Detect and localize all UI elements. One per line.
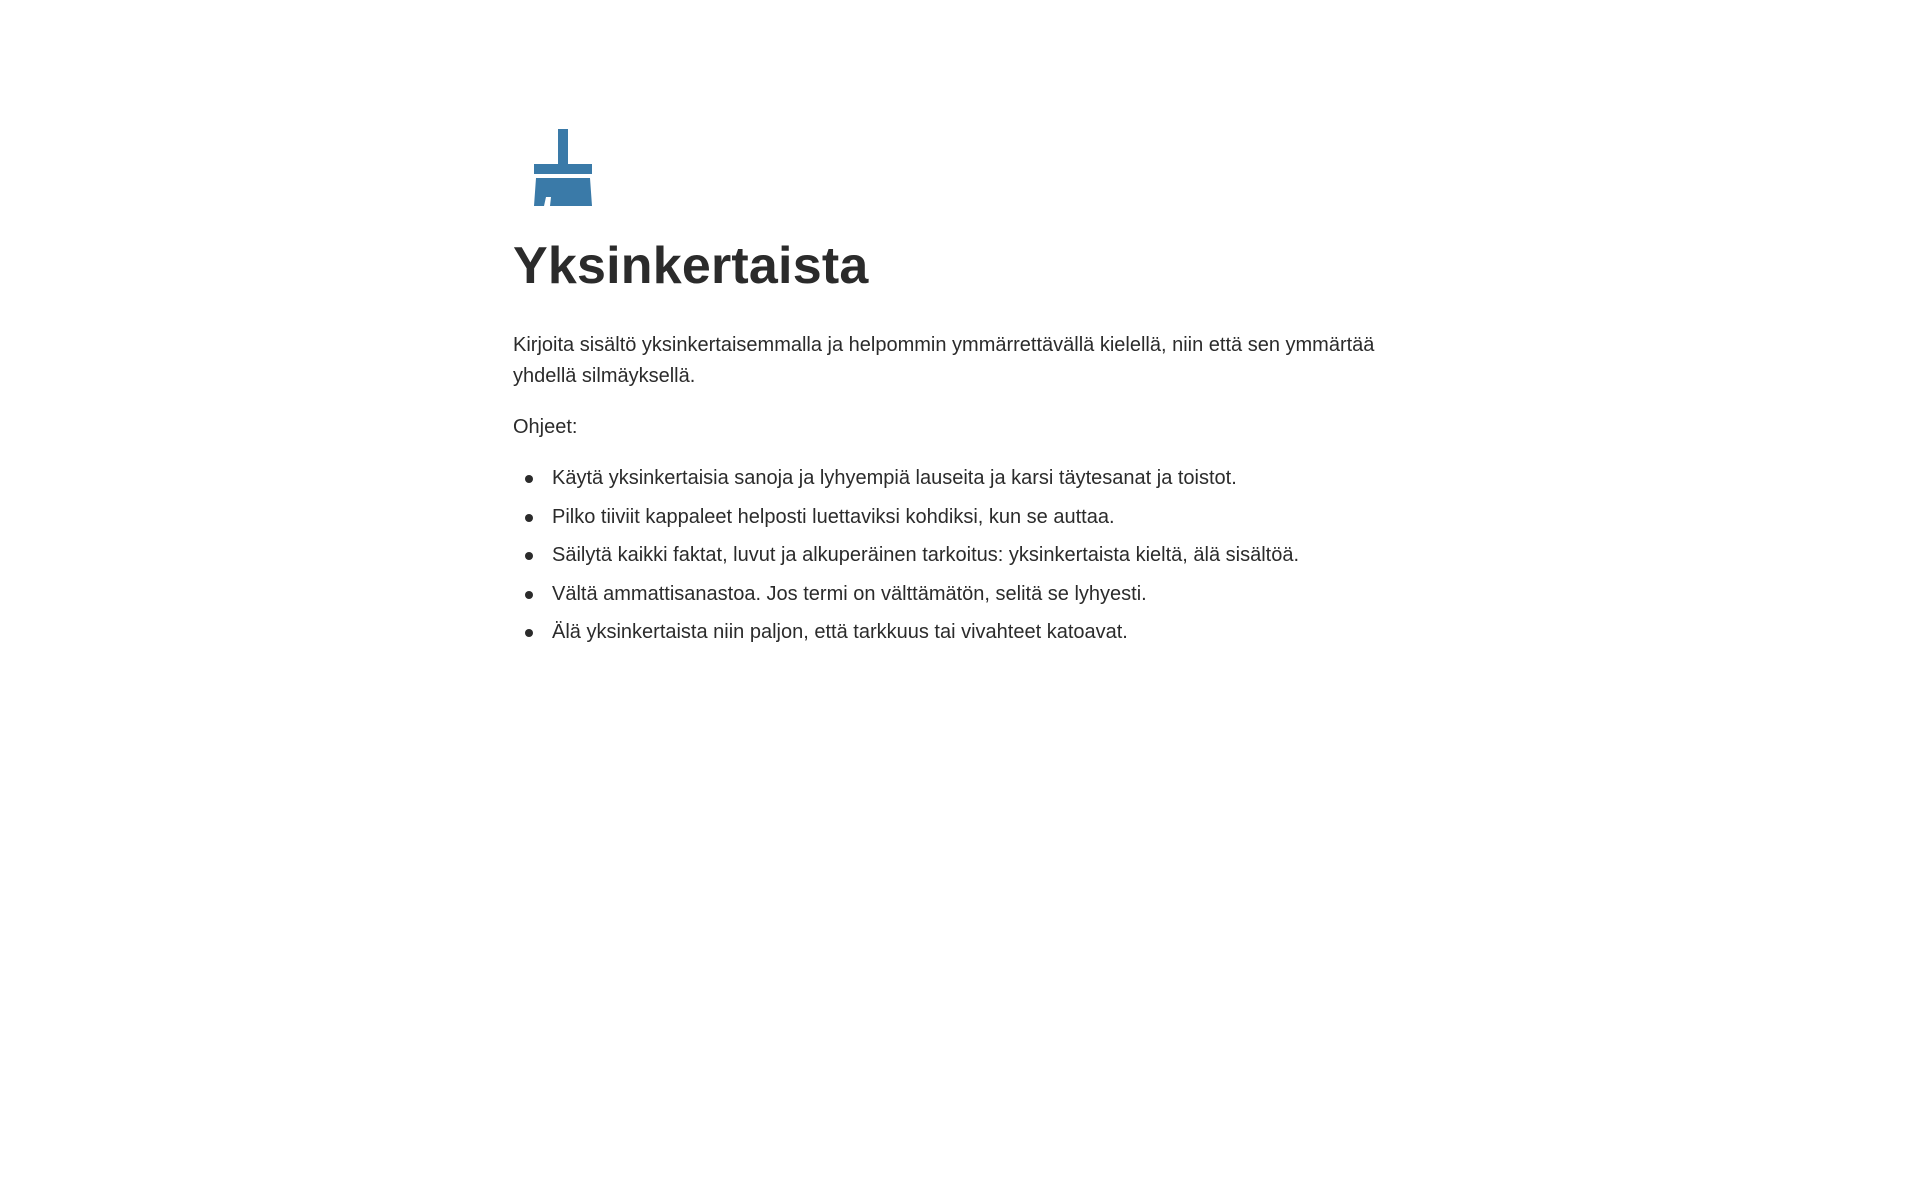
main-content	[513, 126, 1413, 656]
list-item-text: Käytä yksinkertaisia sanoja ja lyhyempiä lauseita ja karsi täytesanat ja toistot.	[552, 467, 1237, 489]
list-item-text: Säilytä kaikki faktat, luvut ja alkuperäinen tarkoitus: yksinkertaista kieltä, älä sisältöä.	[552, 544, 1300, 566]
bullet-icon	[525, 475, 533, 483]
page-title: Yksinkertaista	[513, 237, 869, 295]
bullet-icon	[525, 514, 533, 522]
bullet-icon	[525, 552, 533, 560]
bullet-icon	[525, 629, 533, 637]
list-item-text: Pilko tiiviit kappaleet helposti luettaviksi kohdiksi, kun se auttaa.	[552, 505, 1115, 528]
list-item	[513, 463, 1413, 494]
list-item	[513, 617, 1413, 648]
list-item-text: Älä yksinkertaista niin paljon, että tarkkuus tai vivahteet katoavat.	[552, 621, 1128, 643]
bullet-icon	[525, 591, 533, 599]
description-text: Kirjoita sisältö yksinkertaisemmalla ja helpommin ymmärrettävällä kielellä, niin että sen ymmärtää yhdellä silmäyksellä.	[513, 334, 1375, 387]
list-item	[513, 540, 1413, 571]
list-item-text: Vältä ammattisanastoa. Jos termi on välttämätön, selitä se lyhyesti.	[552, 582, 1147, 605]
instructions-label: Ohjeet:	[513, 416, 578, 438]
brush-icon	[532, 126, 596, 210]
list-item	[513, 502, 1413, 533]
list-item	[513, 579, 1413, 610]
instructions-list	[513, 463, 1413, 648]
